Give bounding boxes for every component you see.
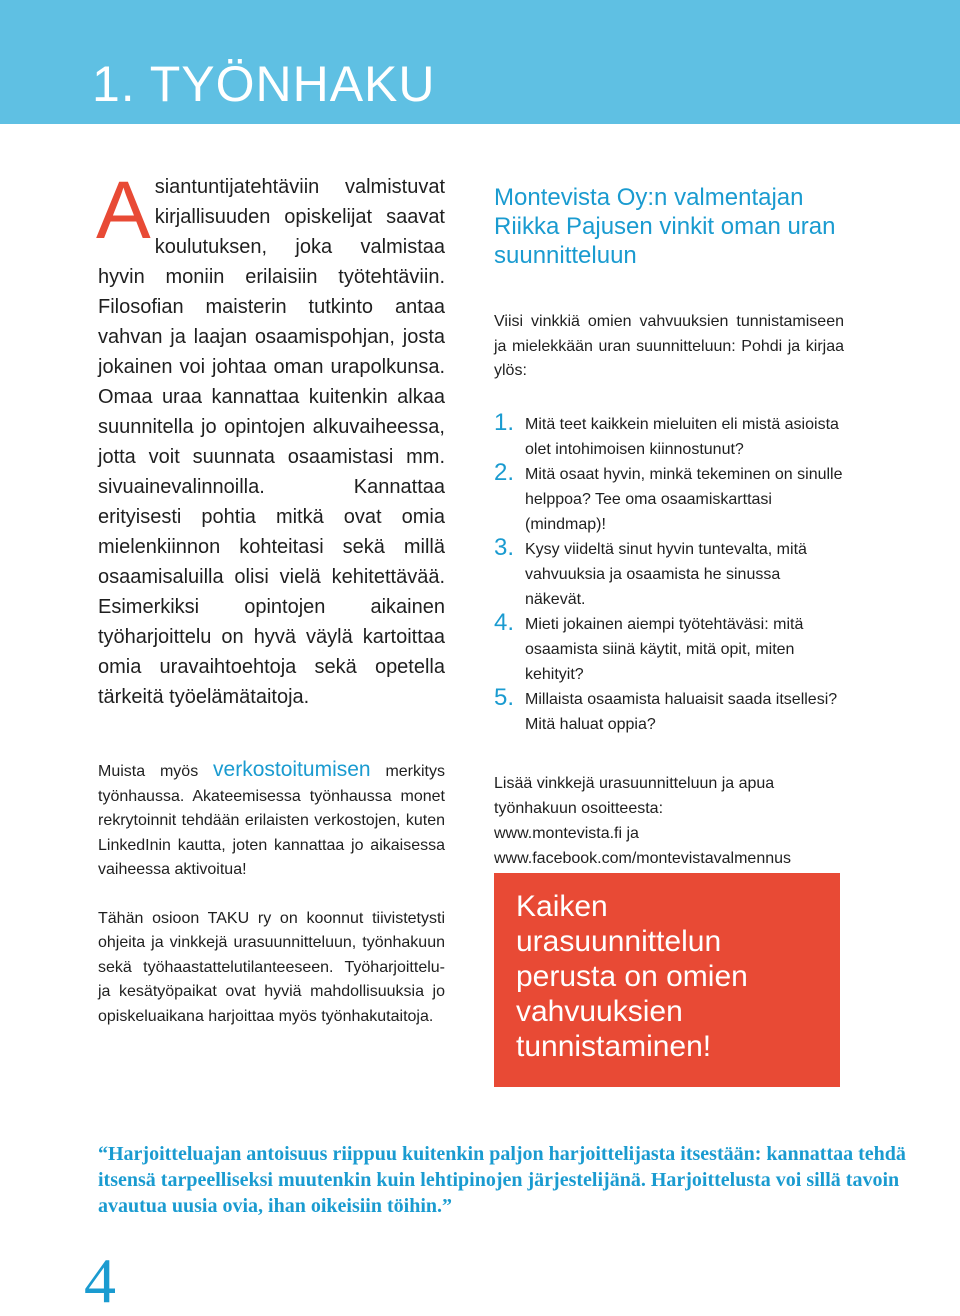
montevista-link[interactable]: www.montevista.fi	[494, 824, 623, 842]
more-info-text: Lisää vinkkejä urasuunnitteluun ja apua työnhakuun osoitteesta:	[494, 774, 775, 817]
list-item-text: Kysy viideltä sinut hyvin tuntevalta, mitä vahvuuksia ja osaamista he sinussa näkevät.	[525, 540, 807, 608]
page-title: 1. TYÖNHAKU	[92, 56, 436, 112]
list-item	[494, 408, 844, 462]
list-item-text: Mitä teet kaikkein mieluiten eli mistä asioista olet intohimoisen kiinnostunut?	[525, 415, 839, 458]
pull-quote	[98, 1141, 928, 1219]
taku-paragraph: Tähän osioon TAKU ry on koonnut tiivistetysti ohjeita ja vinkkejä urasuunnitteluun, työnhakuun sekä työhaastattelutilanteeseen. Työharjoittelu- ja kesätyöpaikat ovat hyviä mahdollisuuksia jo opiskeluaikana harjoittaa myös työnhakutaitoja.	[98, 909, 445, 1025]
list-number: 4.	[494, 608, 515, 636]
list-item	[494, 458, 844, 537]
list-item-text: Mieti jokainen aiempi työtehtäväsi: mitä osaamista siinä käytit, mitä opit, miten kehityit?	[525, 615, 804, 683]
left-column	[96, 165, 445, 1029]
close-quote-mark: ”	[442, 1195, 453, 1217]
networking-text-after: merkitys työnhaussa. Akateemisessa työnhaussa monet rekrytoinnit tehdään erilaisten verkostojen, kuten LinkedInin kautta, joten kannattaa jo aikaisessa vaiheessa aktivoitua!	[98, 763, 445, 878]
link-joiner: ja	[626, 824, 639, 842]
open-quote-mark: “	[98, 1143, 108, 1165]
list-item-text: Mitä osaat hyvin, minkä tekeminen on sinulle helppoa? Tee oma osaamiskarttasi (mindmap)!	[525, 465, 843, 533]
intro-text: siantuntijatehtäviin valmistuvat kirjallisuuden opiskelijat saavat koulutuksen, joka valmistaa hyvin moniin erilaisiin työtehtäviin. Filosofian maisterin tutkinto antaa vahvan ja laajan osaamispohjan, josta jokainen voi johtaa oman urapolkunsa. Omaa uraa kannattaa kuitenkin alkaa suunnitella jo opintojen alkuvaiheessa, jotta voit suunnata osaamistasi mm. sivuainevalinnoilla. Kannattaa erityisesti pohtia mitkä ovat omia mielenkiinnon kohteitasi sekä millä osaamisaluilla olisi vielä kehitettävää. Esimerkiksi opintojen aikainen työharjoittelu on hyvä väylä kartoittaa omia uravaihtoehtoja sekä opetella tärkeitä työelämätaitoja.	[98, 176, 445, 708]
list-item-text: Millaista osaamista haluaisit saada itsellesi? Mitä haluat oppia?	[525, 690, 838, 733]
facebook-link[interactable]: www.facebook.com/montevistavalmennus	[494, 849, 792, 867]
networking-text-before: Muista myös	[98, 763, 199, 780]
tips-heading: Montevista Oy:n valmentajan Riikka Pajusen vinkit oman uran suunnitteluun	[494, 184, 836, 269]
page-number: 4	[84, 1245, 116, 1316]
networking-paragraph	[98, 758, 445, 883]
header-banner	[0, 0, 960, 124]
list-number: 3.	[494, 533, 515, 561]
list-item	[494, 683, 844, 737]
callout-text: Kaiken urasuunnittelun perusta on omien vahvuuksien tunnistaminen!	[516, 890, 748, 1063]
list-item	[494, 533, 844, 612]
tips-intro: Viisi vinkkiä omien vahvuuksien tunnistamiseen ja mielekkään uran suunnitteluun: Pohdi ja kirjaa ylös:	[494, 313, 844, 379]
intro-paragraph	[96, 165, 445, 712]
list-number: 1.	[494, 408, 515, 436]
list-number: 5.	[494, 683, 515, 711]
tips-list	[494, 408, 844, 737]
more-info	[494, 771, 844, 871]
callout-box	[494, 873, 840, 1087]
drop-cap: A	[96, 165, 151, 256]
list-number: 2.	[494, 458, 515, 486]
right-column	[494, 183, 844, 871]
quote-text: Harjoitteluajan antoisuus riippuu kuitenkin paljon harjoittelijasta itsestään: kannattaa tehdä itsensä tarpeelliseksi muutenkin kuin lehtipinojen järjestelijänä. Harjoittelusta voi sillä tavoin avautua uusia ovia, ihan oikeisiin töihin.	[98, 1143, 906, 1217]
networking-highlight: verkostoitumisen	[213, 758, 371, 781]
list-item	[494, 608, 844, 687]
